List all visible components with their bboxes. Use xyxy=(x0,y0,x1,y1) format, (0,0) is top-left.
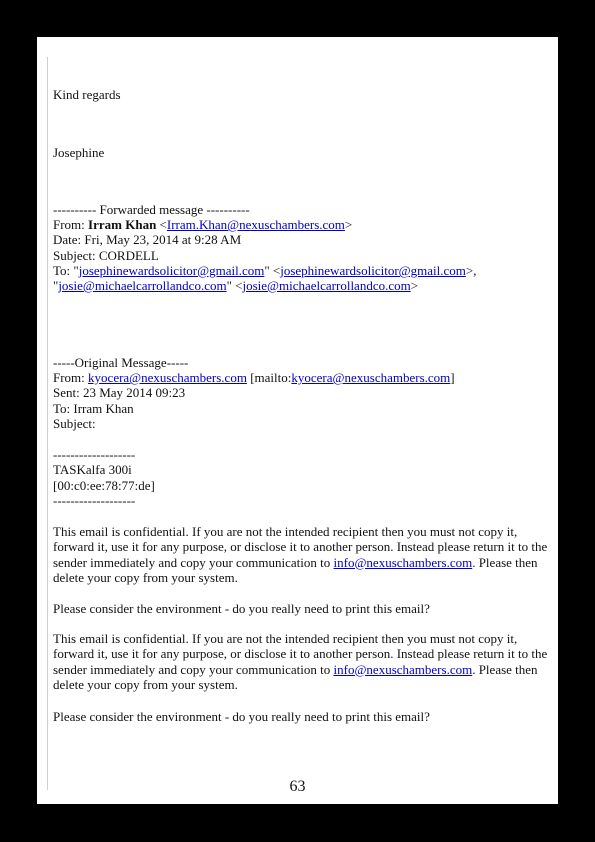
device-mac: [00:c0:ee:78:77:de] xyxy=(53,478,155,493)
page-number: 63 xyxy=(289,778,306,795)
device-model: TASKalfa 300i xyxy=(53,462,132,477)
to-email-link-2b[interactable]: josie@michaelcarrollandco.com xyxy=(242,278,411,293)
to-email-link-1b[interactable]: josephinewardsolicitor@gmail.com xyxy=(280,263,466,278)
quote-rule xyxy=(47,57,48,790)
confidential-end-2: . Please then delete your copy from your system. xyxy=(53,661,538,692)
forwarded-from: From: Irram Khan <Irram.Khan@nexuschambers.com> xyxy=(53,217,353,232)
environment-notice-2: Please consider the environment - do you really need to print this email? xyxy=(53,709,430,724)
environment-notice-1: Please consider the environment - do you really need to print this email? xyxy=(53,601,430,616)
to-label: To: xyxy=(53,263,74,278)
forwarded-to: To: "josephinewardsolicitor@gmail.com" <josephinewardsolicitor@gmail.com>, xyxy=(53,263,477,278)
orig-mailto-link[interactable]: kyocera@nexuschambers.com xyxy=(291,370,451,385)
original-to: To: Irram Khan xyxy=(53,401,134,416)
confidential-notice-2 xyxy=(53,631,553,692)
device-dashes-bottom: ------------------- xyxy=(53,493,136,508)
orig-from-link[interactable]: kyocera@nexuschambers.com xyxy=(88,370,247,385)
forwarded-separator: ---------- Forwarded message ---------- xyxy=(53,202,250,217)
from-label: From: xyxy=(53,217,89,232)
original-separator: -----Original Message----- xyxy=(53,355,189,370)
original-from: From: kyocera@nexuschambers.com [mailto:kyocera@nexuschambers.com] xyxy=(53,370,455,385)
confidential-text: This email is confidential. If you are not the intended recipient then you must not copy it, forward it, use it for any purpose, or disclose it to another person. Instead please return it to the sender immediately and copy your communication to xyxy=(53,524,548,570)
mailto-prefix: mailto: xyxy=(254,370,292,385)
confidential-text-2: This email is confidential. If you are not the intended recipient then you must not copy it, forward it, use it for any purpose, or disclose it to another person. Instead please return it to the sender immediately and copy your communication to xyxy=(53,631,548,677)
kind-regards: Kind regards xyxy=(53,87,121,102)
document-page xyxy=(37,37,558,804)
info-email-link-1[interactable]: info@nexuschambers.com xyxy=(333,554,473,570)
from-name: Irram Khan xyxy=(88,217,157,232)
from-email-link[interactable]: Irram.Khan@nexuschambers.com xyxy=(166,217,345,232)
forwarded-date: Date: Fri, May 23, 2014 at 9:28 AM xyxy=(53,232,242,247)
original-subject: Subject: xyxy=(53,416,96,431)
to-email-link-2[interactable]: josie@michaelcarrollandco.com xyxy=(58,278,227,293)
forwarded-to-cont: "josie@michaelcarrollandco.com" <josie@michaelcarrollandco.com> xyxy=(53,278,419,293)
original-sent: Sent: 23 May 2014 09:23 xyxy=(53,385,186,400)
device-dashes-top: ------------------- xyxy=(53,447,136,462)
confidential-notice-1 xyxy=(53,524,553,585)
sender-signature: Josephine xyxy=(53,145,105,160)
to-email-link-1[interactable]: josephinewardsolicitor@gmail.com xyxy=(78,263,265,278)
confidential-end: . Please then delete your copy from your system. xyxy=(53,554,538,585)
forwarded-subject: Subject: CORDELL xyxy=(53,248,159,263)
orig-from-label: From: xyxy=(53,370,89,385)
info-email-link-2[interactable]: info@nexuschambers.com xyxy=(333,661,473,677)
